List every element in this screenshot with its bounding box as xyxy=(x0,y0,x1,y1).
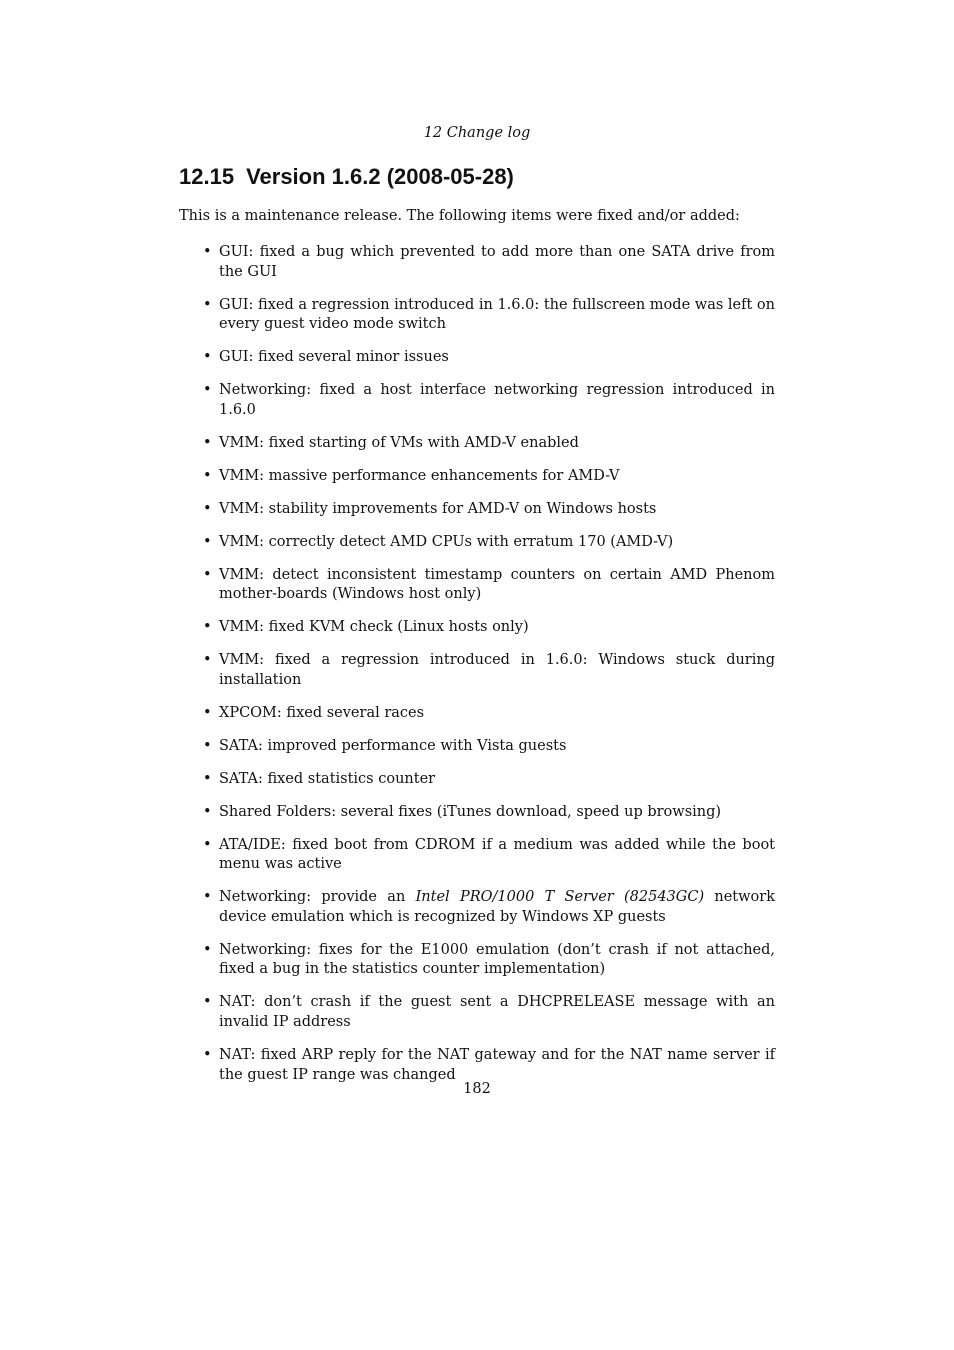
list-item xyxy=(179,704,775,724)
bullet-icon: • xyxy=(203,994,212,1011)
bullet-icon: • xyxy=(203,296,212,313)
list-item-text: Networking: fixes for the E1000 emulation (don’t crash if not attached, fixed a bug in the statistics counter implementation) xyxy=(219,941,775,978)
list-item xyxy=(179,770,775,790)
bullet-icon: • xyxy=(203,941,212,958)
list-item-text: Shared Folders: several fixes (iTunes download, speed up browsing) xyxy=(219,803,722,820)
list-item-text: GUI: fixed several minor issues xyxy=(219,349,449,366)
list-item xyxy=(179,993,775,1032)
page-number: 182 xyxy=(463,1081,491,1097)
bullet-icon: • xyxy=(203,500,212,517)
bullet-icon: • xyxy=(203,1047,212,1064)
list-item xyxy=(179,651,775,690)
bullet-icon: • xyxy=(203,652,212,669)
bullet-icon: • xyxy=(203,836,212,853)
list-item-text: ATA/IDE: fixed boot from CDROM if a medium was added while the boot menu was active xyxy=(219,836,775,873)
list-item-text: SATA: improved performance with Vista guests xyxy=(219,737,567,754)
bullet-icon: • xyxy=(203,566,212,583)
bullet-icon: • xyxy=(203,619,212,636)
bullet-icon: • xyxy=(203,533,212,550)
list-item-text: Networking: fixed a host interface networking regression introduced in 1.6.0 xyxy=(219,382,775,418)
list-item xyxy=(179,296,775,335)
list-item-text: XPCOM: fixed several races xyxy=(219,704,425,721)
list-item xyxy=(179,737,775,757)
intro-paragraph: This is a maintenance release. The following items were fixed and/or added: xyxy=(179,208,740,224)
list-item xyxy=(179,836,775,875)
list-item-text: VMM: detect inconsistent timestamp counters on certain AMD Phenom mother-boards (Windows host only) xyxy=(219,566,775,603)
list-item-text: VMM: fixed a regression introduced in 1.6.0: Windows stuck during installation xyxy=(219,652,775,688)
list-item-prefix: Networking: provide an xyxy=(219,889,416,906)
list-item-suffix: network device emulation which is recognized by Windows XP guests xyxy=(219,889,775,925)
bullet-icon: • xyxy=(203,434,212,451)
list-item-text: SATA: fixed statistics counter xyxy=(219,770,436,787)
bullet-icon: • xyxy=(203,770,212,787)
list-item xyxy=(179,381,775,420)
bullet-icon: • xyxy=(203,244,212,260)
list-item xyxy=(179,803,775,823)
bullet-icon: • xyxy=(203,467,212,484)
bullet-icon: • xyxy=(203,704,212,721)
list-item-text: VMM: stability improvements for AMD-V on Windows hosts xyxy=(219,500,657,517)
list-item-text: VMM: correctly detect AMD CPUs with erratum 170 (AMD-V) xyxy=(219,533,674,550)
running-header: 12 Change log xyxy=(423,125,531,141)
list-item xyxy=(179,467,775,487)
list-item xyxy=(179,434,775,454)
list-item-text: VMM: fixed starting of VMs with AMD-V enabled xyxy=(219,434,579,451)
bullet-icon: • xyxy=(203,737,212,754)
list-item xyxy=(179,243,775,282)
section-title xyxy=(179,163,514,191)
list-item-text: GUI: fixed a regression introduced in 1.6.0: the fullscreen mode was left on every guest video mode switch xyxy=(219,296,775,333)
section-number: 12.15 xyxy=(179,164,235,189)
list-item xyxy=(179,500,775,520)
section-title-text: Version 1.6.2 (2008-05-28) xyxy=(246,164,514,189)
list-item xyxy=(179,566,775,605)
list-item-text: VMM: massive performance enhancements for AMD-V xyxy=(219,467,620,484)
list-item xyxy=(179,348,775,368)
list-item-text: VMM: fixed KVM check (Linux hosts only) xyxy=(219,619,529,636)
bullet-icon: • xyxy=(203,349,212,366)
bullet-icon: • xyxy=(203,382,212,399)
list-item-text: NAT: don’t crash if the guest sent a DHCPRELEASE message with an invalid IP address xyxy=(219,994,775,1031)
bullet-icon: • xyxy=(203,889,212,906)
bullet-icon: • xyxy=(203,803,212,820)
changelog-list xyxy=(179,243,775,1099)
device-name-emphasis: Intel PRO/1000 T Server (82543GC) xyxy=(415,889,705,906)
list-item-text: GUI: fixed a bug which prevented to add more than one SATA drive from the GUI xyxy=(219,244,775,280)
list-item xyxy=(179,888,775,927)
list-item xyxy=(179,533,775,553)
list-item xyxy=(179,941,775,980)
list-item-text: NAT: fixed ARP reply for the NAT gateway and for the NAT name server if the guest IP range was changed xyxy=(219,1047,775,1083)
list-item xyxy=(179,618,775,638)
